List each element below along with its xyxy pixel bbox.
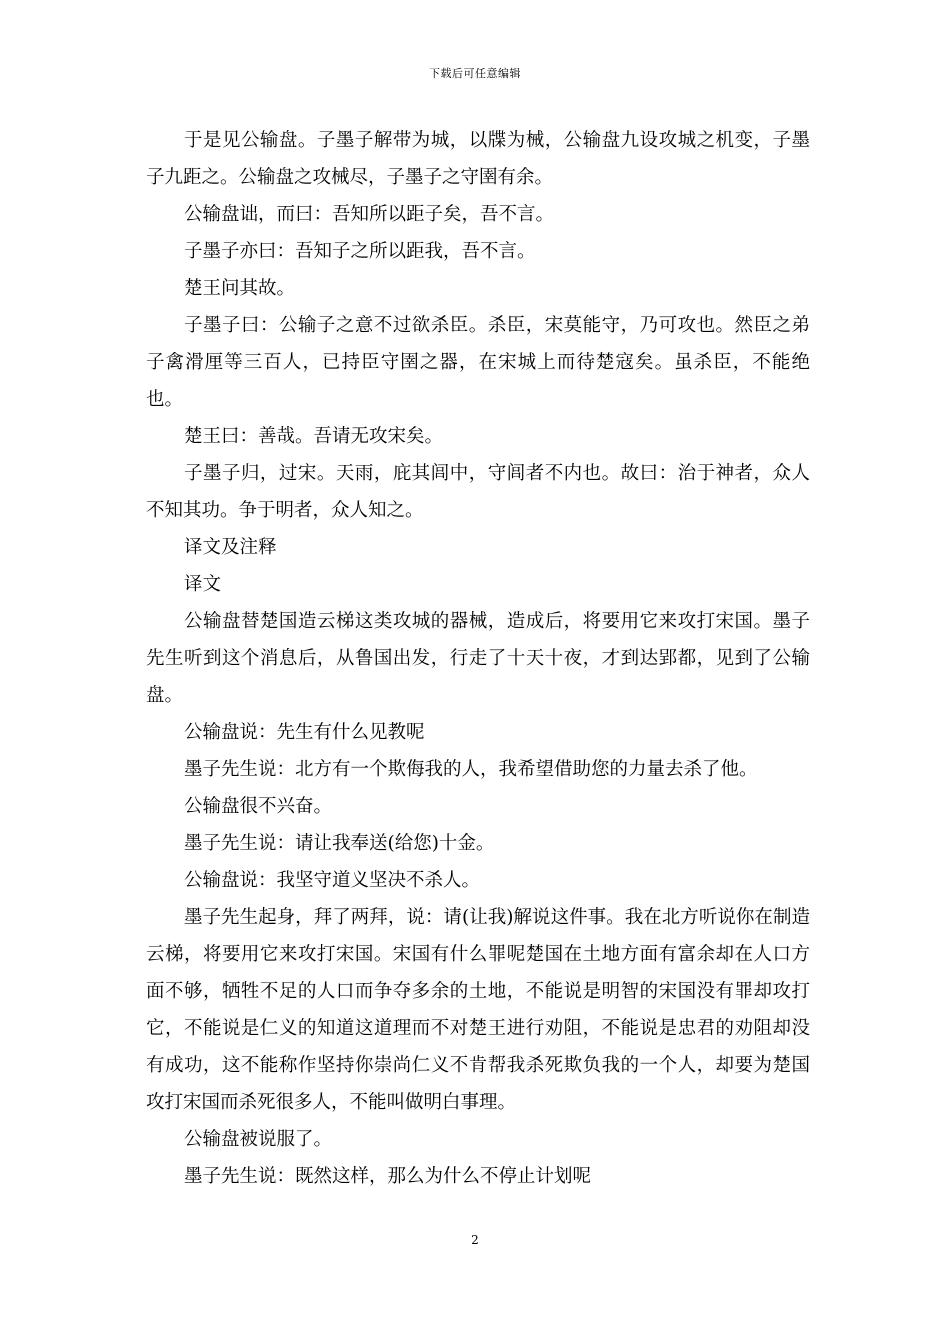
paragraph: 子墨子归，过宋。天雨，庇其闾中，守闾者不内也。故曰：治于神者，众人不知其功。争于明者，众人知之。 — [146, 463, 810, 521]
paragraph: 子墨子曰：公输子之意不过欲杀臣。杀臣，宋莫能守，乃可攻也。然臣之弟子禽滑厘等三百人，已持臣守圉之器，在宋城上而待楚寇矣。虽杀臣，不能绝也。 — [146, 315, 810, 410]
paragraph: 楚王曰：善哉。吾请无攻宋矣。 — [184, 426, 444, 447]
paragraph: 楚王问其故。 — [184, 278, 296, 299]
paragraph: 公输盘诎，而曰：吾知所以距子矣，吾不言。 — [184, 204, 555, 225]
page-header: 下载后可任意编辑 — [429, 67, 521, 80]
paragraph: 墨子先生起身，拜了两拜，说：请(让我)解说这件事。我在北方听说你在制造云梯，将要用它来攻打宋国。宋国有什么罪呢楚国在土地方面有富余却在人口方面不够，牺牲不足的人口而争夺多余的土地，不能说是明智的宋国没有罪却攻打它，不能说是仁义的知道这道理而不对楚王进行劝阻，不能说是忠君的劝阻却没有成功，这不能称作坚持你崇尚仁义不肯帮我杀死欺负我的一个人，却要为楚国攻打宋国而杀死很多人，不能叫做明白事理。 — [146, 907, 810, 1113]
paragraph: 墨子先生说：北方有一个欺侮我的人，我希望借助您的力量去杀了他。 — [184, 759, 758, 780]
paragraph: 公输盘替楚国造云梯这类攻城的器械，造成后，将要用它来攻打宋国。墨子先生听到这个消息后，从鲁国出发，行走了十天十夜，才到达郢都，见到了公输盘。 — [146, 611, 810, 706]
paragraph: 墨子先生说：既然这样，那么为什么不停止计划呢 — [184, 1166, 592, 1187]
section-subheading: 译文 — [184, 574, 222, 595]
paragraph: 于是见公输盘。子墨子解带为城，以牒为械，公输盘九设攻城之机变，子墨子九距之。公输盘之攻械尽，子墨子之守圉有余。 — [146, 130, 810, 188]
page-number: 2 — [471, 1233, 479, 1247]
document-body — [146, 122, 810, 1195]
section-heading: 译文及注释 — [184, 537, 277, 558]
paragraph: 墨子先生说：请让我奉送(给您)十金。 — [184, 833, 495, 854]
paragraph: 公输盘很不兴奋。 — [184, 796, 333, 817]
paragraph: 公输盘说：我坚守道义坚决不杀人。 — [184, 870, 481, 891]
paragraph: 公输盘说：先生有什么见教呢 — [184, 722, 425, 743]
paragraph: 公输盘被说服了。 — [184, 1129, 333, 1150]
paragraph: 子墨子亦曰：吾知子之所以距我，吾不言。 — [184, 241, 536, 262]
